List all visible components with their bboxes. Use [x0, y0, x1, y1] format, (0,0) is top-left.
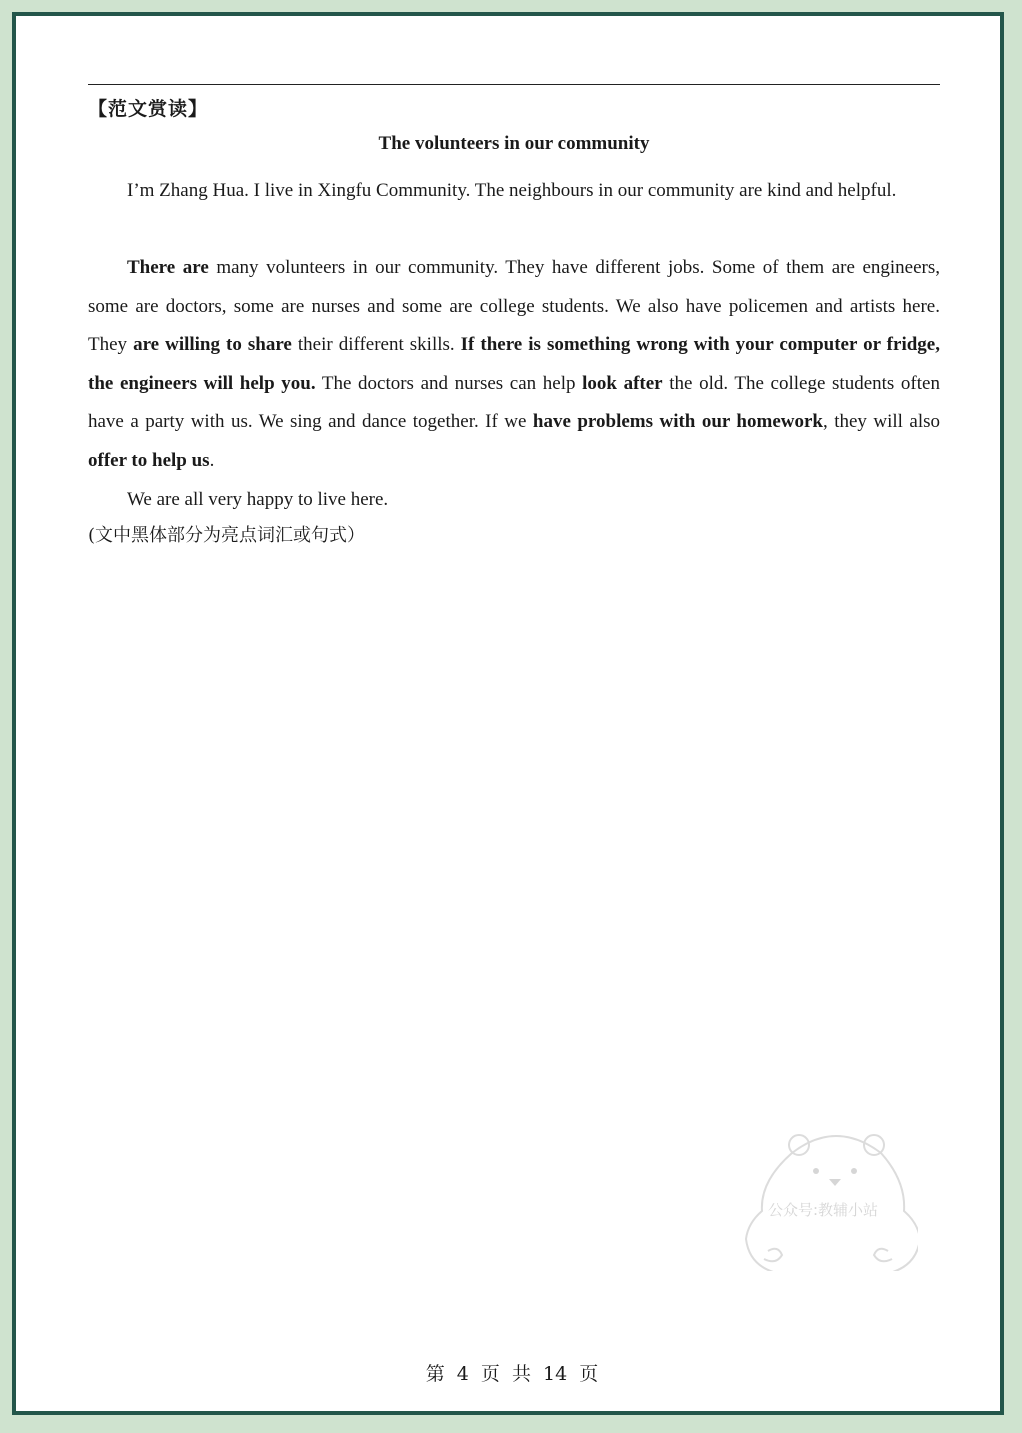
- segment: their different skills.: [291, 334, 461, 355]
- segment: the old. The college students often have a party with us. We sing and dance together. If we: [88, 372, 940, 432]
- segment: , they will also: [823, 411, 940, 432]
- segment: The doctors and nurses can help: [315, 372, 583, 394]
- bear-icon: [728, 1111, 918, 1271]
- paragraph-2: [88, 249, 940, 480]
- highlight-note: (文中黑体部分为亮点词汇或句式）: [88, 525, 366, 546]
- segment: There are: [127, 257, 209, 278]
- segment: If there is something wrong with your computer or fridge, the engineers will help you.: [88, 334, 940, 394]
- segment: are willing to share: [133, 334, 292, 355]
- essay-title: The volunteers in our community: [378, 133, 650, 154]
- document-page: [12, 12, 1004, 1415]
- segment: look after: [582, 372, 663, 394]
- section-title: 【范文赏读】: [88, 98, 209, 120]
- top-divider: [88, 84, 940, 85]
- watermark-text: 公众号:教辅小站: [767, 1201, 879, 1219]
- segment: have problems with our homework: [532, 411, 823, 432]
- segment: many volunteers in our community. They have different jobs. Some of them are engineers, some are doctors, some are nurses and some are college students. We also have policemen and artists here. They: [88, 257, 940, 355]
- paragraph-1: I’m Zhang Hua. I live in Xingfu Community. The neighbours in our community are kind and helpful.: [127, 180, 897, 201]
- page-number: 第 4 页 共 14 页: [425, 1363, 599, 1385]
- segment: .: [209, 449, 215, 471]
- segment: offer to help us: [88, 449, 210, 471]
- paragraph-3: We are all very happy to live here.: [127, 489, 389, 510]
